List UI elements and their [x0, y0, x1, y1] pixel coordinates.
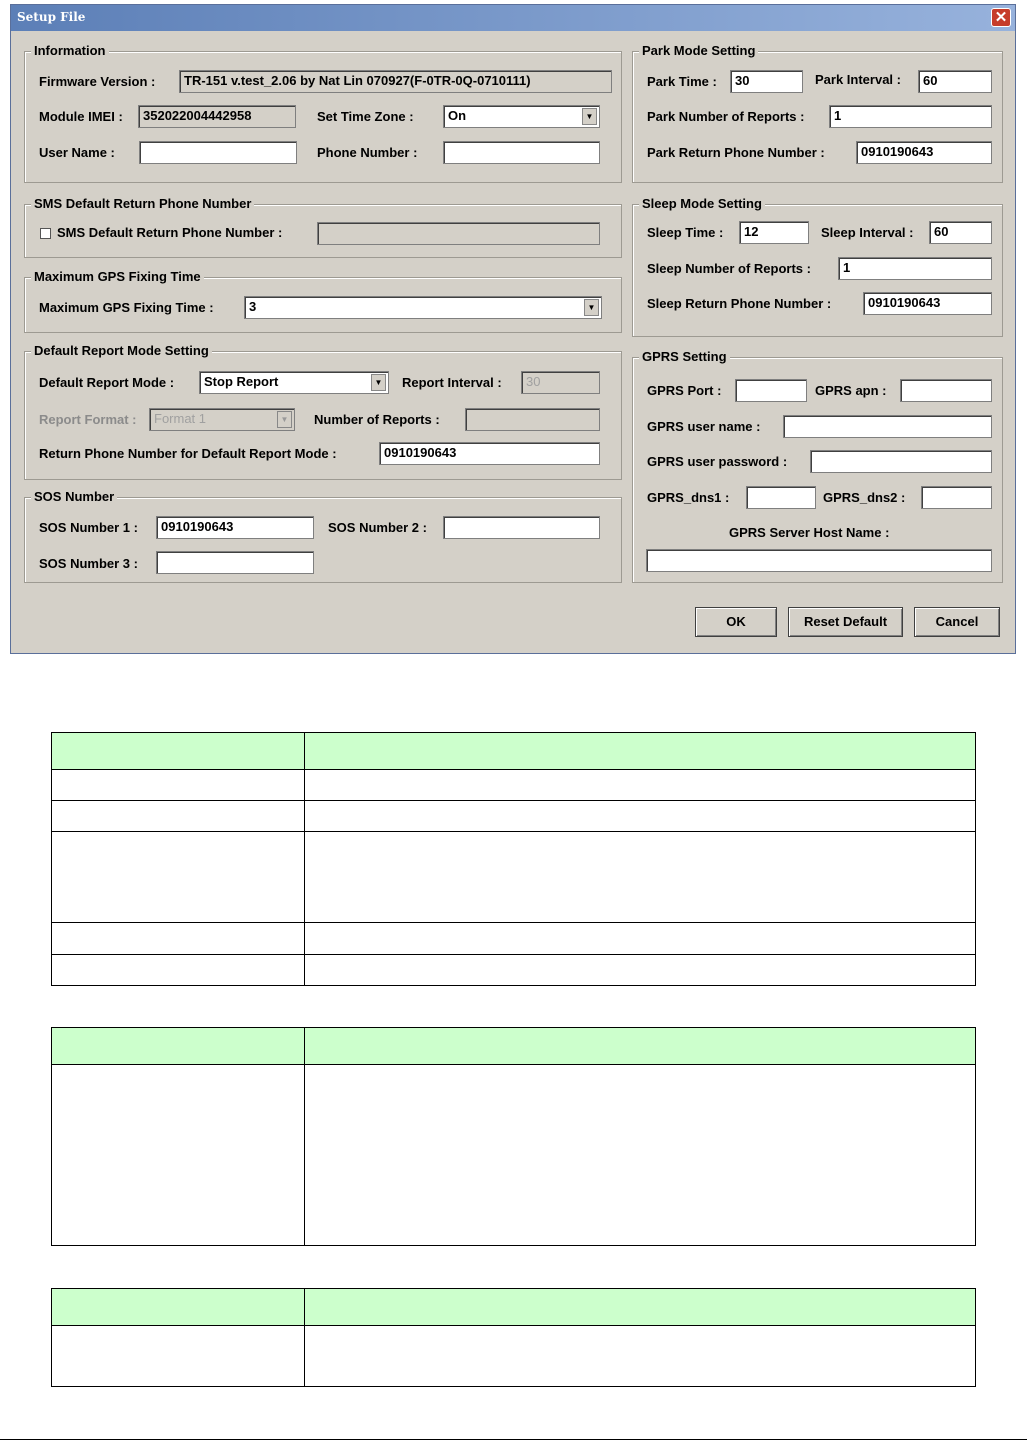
- chevron-down-icon[interactable]: ▼: [371, 374, 386, 391]
- sos-number-2-label: SOS Number 2 :: [328, 520, 427, 535]
- sos-number-3-input[interactable]: [156, 551, 314, 574]
- phone-number-input[interactable]: [443, 141, 600, 164]
- max-gps-fixing-label: Maximum GPS Fixing Time :: [39, 300, 214, 315]
- ok-button[interactable]: OK: [695, 607, 777, 637]
- table-cell: [52, 770, 305, 801]
- sleep-interval-label: Sleep Interval :: [821, 225, 914, 240]
- gprs-user-password-input[interactable]: [810, 450, 992, 473]
- park-mode-group: [632, 43, 1003, 183]
- table-header-cell: [52, 1028, 305, 1065]
- chevron-down-icon[interactable]: ▼: [277, 411, 292, 428]
- chevron-down-icon[interactable]: ▼: [584, 299, 599, 316]
- gprs-server-host-name-input[interactable]: [646, 549, 992, 572]
- sleep-mode-group: [632, 196, 1003, 337]
- title-bar[interactable]: [11, 5, 1015, 31]
- page-footer-rule: [0, 1439, 1027, 1440]
- module-imei-label: Module IMEI :: [39, 109, 123, 124]
- time-zone-value: On: [448, 108, 467, 123]
- information-group: [24, 43, 622, 183]
- report-format-select[interactable]: [149, 408, 295, 431]
- max-gps-group-label: Maximum GPS Fixing Time: [31, 269, 204, 284]
- sleep-interval-input[interactable]: 60: [929, 221, 992, 244]
- max-gps-fixing-group: [24, 269, 622, 333]
- report-group-label: Default Report Mode Setting: [31, 343, 212, 358]
- gprs-user-name-input[interactable]: [783, 415, 992, 438]
- default-report-mode-select[interactable]: [199, 371, 389, 394]
- information-group-label: Information: [31, 43, 109, 58]
- window-title: Setup File: [17, 10, 86, 24]
- table-header-cell: [305, 1289, 976, 1326]
- table-cell: [52, 832, 305, 923]
- sms-group-label: SMS Default Return Phone Number: [31, 196, 254, 211]
- sleep-group-label: Sleep Mode Setting: [639, 196, 765, 211]
- park-number-of-reports-input[interactable]: 1: [829, 105, 992, 128]
- report-format-value: Format 1: [154, 411, 207, 426]
- user-name-label: User Name :: [39, 145, 115, 160]
- gprs-port-input[interactable]: [735, 379, 807, 402]
- gprs-server-host-name-label: GPRS Server Host Name :: [729, 525, 890, 540]
- table-header-cell: [305, 1028, 976, 1065]
- sos-group-label: SOS Number: [31, 489, 117, 504]
- firmware-version-field[interactable]: TR-151 v.test_2.06 by Nat Lin 070927(F-0TR-0Q-0710111): [179, 70, 612, 93]
- document-table-1: [51, 732, 976, 986]
- report-interval-input[interactable]: 30: [521, 371, 600, 394]
- park-group-label: Park Mode Setting: [639, 43, 758, 58]
- park-return-phone-input[interactable]: 0910190643: [856, 141, 992, 164]
- report-format-label: Report Format :: [39, 412, 137, 427]
- table-cell: [52, 955, 305, 986]
- sos-number-1-label: SOS Number 1 :: [39, 520, 138, 535]
- cancel-button[interactable]: Cancel: [914, 607, 1000, 637]
- sos-number-group: [24, 489, 622, 583]
- sos-number-1-input[interactable]: 0910190643: [156, 516, 314, 539]
- sms-default-return-group: [24, 196, 622, 258]
- gprs-setting-group: [632, 349, 1003, 583]
- table-cell: [305, 1065, 976, 1246]
- number-of-reports-label: Number of Reports :: [314, 412, 440, 427]
- report-interval-label: Report Interval :: [402, 375, 502, 390]
- park-time-label: Park Time :: [647, 74, 717, 89]
- gprs-user-password-label: GPRS user password :: [647, 454, 788, 469]
- return-phone-default-label: Return Phone Number for Default Report Mode :: [39, 446, 337, 461]
- max-gps-fixing-value: 3: [249, 299, 257, 314]
- time-zone-select[interactable]: [443, 105, 600, 128]
- module-imei-field[interactable]: 352022004442958: [138, 105, 296, 128]
- gprs-dns2-label: GPRS_dns2 :: [823, 490, 906, 505]
- sleep-time-label: Sleep Time :: [647, 225, 724, 240]
- table-cell: [52, 1065, 305, 1246]
- return-phone-default-input[interactable]: 0910190643: [379, 442, 600, 465]
- setup-file-dialog: [10, 4, 1016, 654]
- park-interval-input[interactable]: 60: [918, 70, 992, 93]
- sos-number-3-label: SOS Number 3 :: [39, 556, 138, 571]
- user-name-input[interactable]: [139, 141, 297, 164]
- gprs-group-label: GPRS Setting: [639, 349, 730, 364]
- table-cell: [305, 770, 976, 801]
- gprs-dns1-input[interactable]: [746, 486, 816, 509]
- gprs-dns2-input[interactable]: [921, 486, 992, 509]
- reset-default-button[interactable]: Reset Default: [788, 607, 903, 637]
- default-report-mode-group: [24, 343, 622, 480]
- table-cell: [52, 1326, 305, 1387]
- table-cell: [305, 923, 976, 955]
- firmware-version-label: Firmware Version :: [39, 74, 156, 89]
- sleep-return-phone-label: Sleep Return Phone Number :: [647, 296, 832, 311]
- table-cell: [305, 801, 976, 832]
- sleep-time-input[interactable]: 12: [739, 221, 809, 244]
- table-cell: [52, 923, 305, 955]
- table-cell: [52, 801, 305, 832]
- gprs-apn-input[interactable]: [900, 379, 992, 402]
- park-return-phone-label: Park Return Phone Number :: [647, 145, 825, 160]
- sleep-number-of-reports-input[interactable]: 1: [838, 257, 992, 280]
- sms-default-return-label: SMS Default Return Phone Number :: [57, 225, 283, 240]
- gprs-port-label: GPRS Port :: [647, 383, 722, 398]
- sms-default-return-input[interactable]: [317, 222, 600, 245]
- park-interval-label: Park Interval :: [815, 72, 901, 87]
- gprs-apn-label: GPRS apn :: [815, 383, 887, 398]
- phone-number-label: Phone Number :: [317, 145, 418, 160]
- document-table-3: [51, 1288, 976, 1387]
- close-icon[interactable]: ✕: [991, 8, 1011, 27]
- park-number-of-reports-label: Park Number of Reports :: [647, 109, 805, 124]
- chevron-down-icon[interactable]: ▼: [582, 108, 597, 125]
- gprs-user-name-label: GPRS user name :: [647, 419, 761, 434]
- table-header-cell: [52, 733, 305, 770]
- table-header-cell: [305, 733, 976, 770]
- sos-number-2-input[interactable]: [443, 516, 600, 539]
- table-header-cell: [52, 1289, 305, 1326]
- gprs-dns1-label: GPRS_dns1 :: [647, 490, 730, 505]
- max-gps-fixing-select[interactable]: [244, 296, 602, 319]
- document-table-2: [51, 1027, 976, 1246]
- table-cell: [305, 832, 976, 923]
- table-cell: [305, 1326, 976, 1387]
- set-time-zone-label: Set Time Zone :: [317, 109, 414, 124]
- default-report-mode-label: Default Report Mode :: [39, 375, 175, 390]
- number-of-reports-input[interactable]: [465, 408, 600, 431]
- default-report-mode-value: Stop Report: [204, 374, 279, 389]
- sleep-number-of-reports-label: Sleep Number of Reports :: [647, 261, 811, 276]
- sms-default-return-checkbox[interactable]: [40, 228, 51, 239]
- sleep-return-phone-input[interactable]: 0910190643: [863, 292, 992, 315]
- table-cell: [305, 955, 976, 986]
- park-time-input[interactable]: 30: [730, 70, 803, 93]
